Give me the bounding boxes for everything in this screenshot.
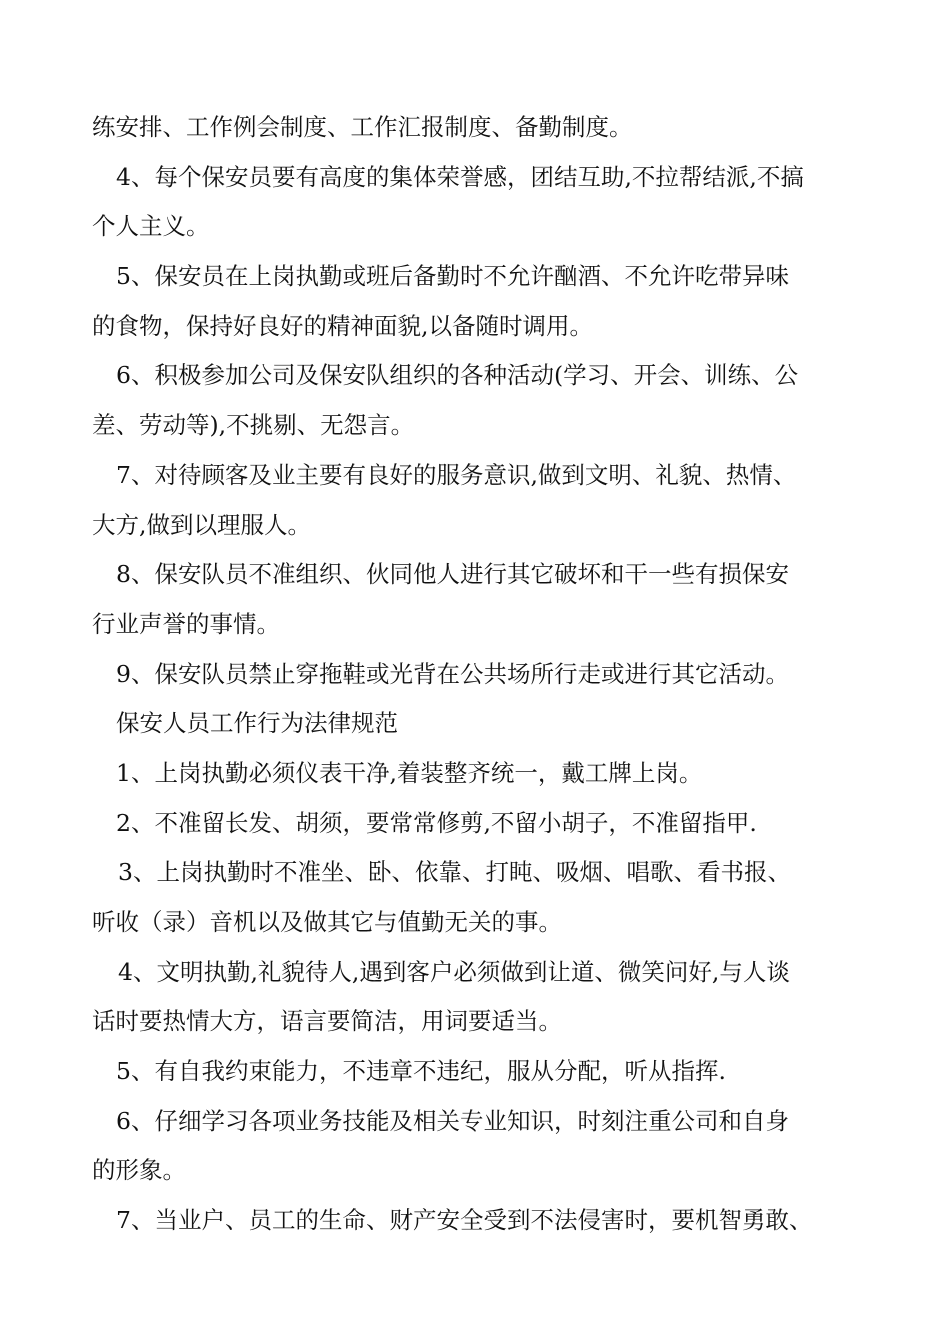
norm-3-line-2: 听收（录）音机以及做其它与值勤无关的事。 <box>92 908 562 936</box>
rule-5-line-1: 5、保安员在上岗执勤或班后备勤时不允许酗酒、不允许吃带异味 <box>116 262 789 291</box>
rule-5-line-2: 的食物，保持好良好的精神面貌,以备随时调用。 <box>92 311 593 340</box>
norm-4-line-1: 4、文明执勤,礼貌待人,遇到客户必须做到让道、微笑问好,与人谈 <box>118 957 790 986</box>
document-body <box>92 103 882 1246</box>
rule-6-line-1: 6、积极参加公司及保安队组织的各种活动(学习、开会、训练、公 <box>116 361 799 390</box>
rule-4-line-1: 4、每个保安员要有高度的集体荣誉感，团结互助,不拉帮结派,不搞 <box>116 162 804 191</box>
rule-7-line-1: 7、对待顾客及业主要有良好的服务意识,做到文明、礼貌、热情、 <box>116 460 797 489</box>
rule-8-line-2: 行业声誉的事情。 <box>92 609 280 638</box>
rule-7-line-2: 大方,做到以理服人。 <box>92 510 311 539</box>
paragraph-line-1: 练安排、工作例会制度、工作汇报制度、备勤制度。 <box>92 113 633 141</box>
norm-1-line: 1、上岗执勤必须仪表干净,着装整齐统一，戴工牌上岗。 <box>116 758 703 787</box>
rule-4-line-2: 个人主义。 <box>92 212 210 241</box>
norm-7-line-1: 7、当业户、员工的生命、财产安全受到不法侵害时，要机智勇敢、 <box>116 1206 813 1235</box>
rule-6-line-2: 差、劳动等),不挑剔、无怨言。 <box>92 411 415 440</box>
norm-2-line: 2、不准留长发、胡须，要常常修剪,不留小胡子，不准留指甲. <box>116 808 757 837</box>
rule-9-line: 9、保安队员禁止穿拖鞋或光背在公共场所行走或进行其它活动。 <box>116 659 789 688</box>
norm-6-line-2: 的形象。 <box>92 1156 186 1185</box>
section-heading: 保安人员工作行为法律规范 <box>116 709 398 738</box>
norm-6-line-1: 6、仔细学习各项业务技能及相关专业知识，时刻注重公司和自身 <box>116 1106 789 1135</box>
norm-4-line-2: 话时要热情大方，语言要简洁，用词要适当。 <box>92 1007 562 1036</box>
norm-5-line: 5、有自我约束能力，不违章不违纪，服从分配，听从指挥. <box>116 1057 726 1086</box>
rule-8-line-1: 8、保安队员不准组织、伙同他人进行其它破坏和干一些有损保安 <box>116 560 789 589</box>
norm-3-line-1: 3、上岗执勤时不准坐、卧、依靠、打盹、吸烟、唱歌、看书报、 <box>118 858 791 887</box>
